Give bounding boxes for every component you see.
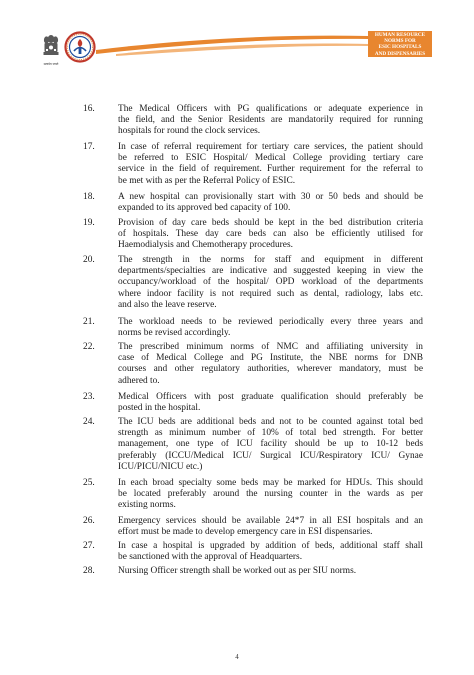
item-number: 25. xyxy=(83,478,95,488)
item-text xyxy=(118,342,423,387)
item-number: 28. xyxy=(83,566,95,576)
item-text xyxy=(118,142,423,187)
text-line: departments/specialties are indicative and suggested keeping in view the xyxy=(118,266,423,277)
text-line: be sanctioned with the approval of Headquarters. xyxy=(118,552,303,563)
text-line: of hospitals. These day care beds can also be efficiently utilised for xyxy=(118,229,423,240)
emblem-caption: सत्यमेव जयते xyxy=(43,62,59,66)
item-text xyxy=(118,566,423,577)
item-text xyxy=(118,192,423,214)
text-line: The strength in the norms for staff and equipment in different xyxy=(118,255,423,265)
item-number: 19. xyxy=(83,218,95,228)
item-number: 17. xyxy=(83,142,95,152)
text-line: expanded to its approved bed capacity of 100. xyxy=(118,203,291,214)
text-line: ICU/PICU/NICU etc.) xyxy=(118,461,203,472)
text-line: preferably (ICCU/Medical ICU/ Surgical ICU/Respiratory ICU/ Gynae xyxy=(118,450,423,461)
item-number: 20. xyxy=(83,255,95,265)
item-text xyxy=(118,317,423,339)
item-text xyxy=(118,392,423,414)
text-line: occupancy/workload of the hospital/ OPD workload of the departments xyxy=(118,277,423,288)
text-line: In each broad specialty some beds may be marked for HDUs. This should xyxy=(118,478,423,488)
text-line: norms be revised accordingly. xyxy=(118,328,231,339)
text-line: Provision of day care beds should be kept in the bed distribution criteria xyxy=(118,218,423,228)
item-number: 23. xyxy=(83,392,95,402)
text-line: and also the leave reserve. xyxy=(118,299,217,310)
item-number: 21. xyxy=(83,317,95,327)
item-number: 22. xyxy=(83,342,95,352)
item-text xyxy=(118,255,423,311)
badge-line: NORMS FOR xyxy=(384,38,416,45)
text-line: The ICU beds are additional beds and not to be counted against total bed xyxy=(118,417,423,427)
text-line: case of Medical College and PG Institute, the NBE norms for DNB xyxy=(118,353,423,364)
text-line: strength as minimum number of 10% of total bed strength. For better xyxy=(118,428,423,439)
text-line: be met with as per the Referral Policy of ESIC. xyxy=(118,175,296,186)
national-emblem-icon xyxy=(42,33,60,61)
item-text xyxy=(118,417,423,473)
text-line: courses and other regulatory authorities, wherever mandatory, must be xyxy=(118,364,423,375)
item-text xyxy=(118,104,423,138)
text-line: Nursing Officer strength shall be worked out as per SIU norms. xyxy=(118,566,357,576)
text-line: adhered to. xyxy=(118,375,160,386)
text-line: Emergency services should be available 24*7 in all ESI hospitals and an xyxy=(118,516,423,526)
item-text xyxy=(118,478,423,512)
item-number: 27. xyxy=(83,541,95,551)
text-line: be located preferably around the nursing counter in the wards as per xyxy=(118,489,423,500)
item-text xyxy=(118,541,423,563)
header-swoosh-decoration xyxy=(96,20,368,70)
text-line: service in the field of requirement. Further requirement for the referral to xyxy=(118,164,423,175)
item-number: 26. xyxy=(83,516,95,526)
text-line: hospitals for round the clock services. xyxy=(118,126,261,137)
text-line: Medical Officers with post graduate qualification should preferably be xyxy=(118,392,423,402)
item-number: 16. xyxy=(83,104,95,114)
esic-logo-icon xyxy=(64,31,96,63)
item-number: 18. xyxy=(83,192,95,202)
item-text xyxy=(118,516,423,538)
text-line: posted in the hospital. xyxy=(118,403,201,414)
text-line: In case of referral requirement for tertiary care services, the patient should xyxy=(118,142,423,152)
text-line: management, one type of ICU facility should be up to 10-12 beds xyxy=(118,439,423,450)
text-line: Haemodialysis and Chemotherapy procedures. xyxy=(118,240,293,251)
text-line: In case a hospital is upgraded by addition of beds, additional staff shall xyxy=(118,541,423,551)
item-text xyxy=(118,218,423,252)
text-line: where indoor facility is not required such as dental, radiology, labs etc. xyxy=(118,288,423,299)
text-line: The prescribed minimum norms of NMC and affiliating university in xyxy=(118,342,423,352)
text-line: A new hospital can provisionally start with 30 or 50 beds and should be xyxy=(118,192,423,202)
page-number: 4 xyxy=(235,653,239,661)
item-number: 24. xyxy=(83,417,95,427)
document-title-badge xyxy=(368,31,432,57)
badge-line: HUMAN RESOURCE xyxy=(374,32,426,38)
text-line: be referred to ESIC Hospital/ Medical College providing tertiary care xyxy=(118,153,423,164)
badge-line: ESIC HOSPITALS xyxy=(378,44,422,51)
text-line: effort must be made to develop emergency care in ESI dispensaries. xyxy=(118,527,373,538)
text-line: The workload needs to be reviewed periodically every three years and xyxy=(118,317,423,327)
text-line: the field, and the Senior Residents are mandatorily required for running xyxy=(118,115,423,126)
text-line: existing norms. xyxy=(118,500,176,511)
text-line: The Medical Officers with PG qualifications or adequate experience in xyxy=(118,104,423,114)
badge-line: AND DISPENSARIES xyxy=(374,50,426,57)
